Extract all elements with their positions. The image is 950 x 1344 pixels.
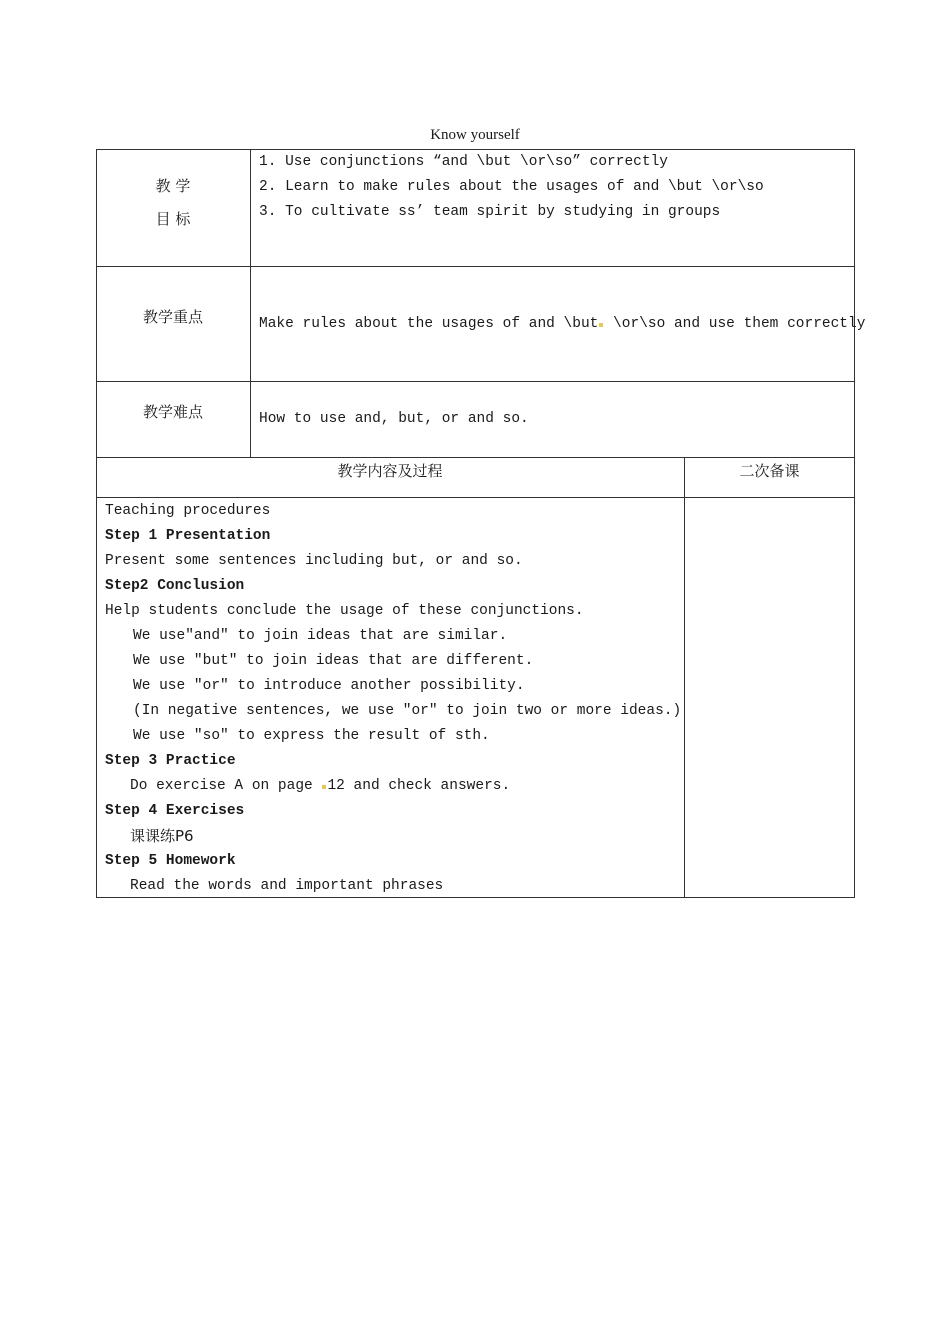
rule-item: (In negative sentences, we use "or" to join two or more ideas.) (133, 703, 682, 719)
difficulties-text: How to use and, but, or and so. (259, 411, 529, 427)
objectives-label-line1: 教 学 (155, 177, 191, 195)
rule-item: We use"and" to join ideas that are similar. (133, 628, 508, 644)
key-points-text: Make rules about the usages of and \but \or\so and use them correctly (259, 316, 866, 332)
rule-item: We use "or" to introduce another possibility. (133, 678, 525, 694)
step2-text: Help students conclude the usage of these conjunctions. (105, 603, 584, 619)
column-divider (250, 149, 251, 457)
objectives-label-line2: 目 标 (155, 210, 191, 228)
step2-title: Step2 Conclusion (105, 578, 245, 594)
step5-text: Read the words and important phrases (130, 878, 444, 894)
procedures-intro: Teaching procedures (105, 503, 271, 519)
step4-text: 课课练P6 (130, 827, 194, 845)
document-title: Know yourself (430, 127, 520, 143)
rule-item: We use "but" to join ideas that are different. (133, 653, 534, 669)
step5-title: Step 5 Homework (105, 853, 236, 869)
highlight-mark (322, 785, 326, 789)
difficulties-label: 教学难点 (142, 403, 203, 421)
highlight-mark (599, 323, 603, 327)
row-divider (96, 497, 854, 498)
key-points-label: 教学重点 (142, 308, 203, 326)
objective-item: 1. Use conjunctions “and \but \or\so” correctly (259, 154, 668, 170)
step3-title: Step 3 Practice (105, 753, 236, 769)
step4-title: Step 4 Exercises (105, 803, 245, 819)
row-divider (96, 457, 854, 458)
step1-title: Step 1 Presentation (105, 528, 271, 544)
step3-text: Do exercise A on page 12 and check answers. (130, 778, 511, 794)
rule-item: We use "so" to express the result of sth. (133, 728, 490, 744)
objective-item: 2. Learn to make rules about the usages of and \but \or\so (259, 179, 764, 195)
objective-item: 3. To cultivate ss’ team spirit by studying in groups (259, 204, 721, 220)
row-divider (96, 266, 854, 267)
content-column-header: 教学内容及过程 (337, 462, 443, 480)
column-divider (684, 457, 685, 897)
notes-column-header: 二次备课 (739, 462, 800, 480)
row-divider (96, 381, 854, 382)
step1-text: Present some sentences including but, or and so. (105, 553, 523, 569)
